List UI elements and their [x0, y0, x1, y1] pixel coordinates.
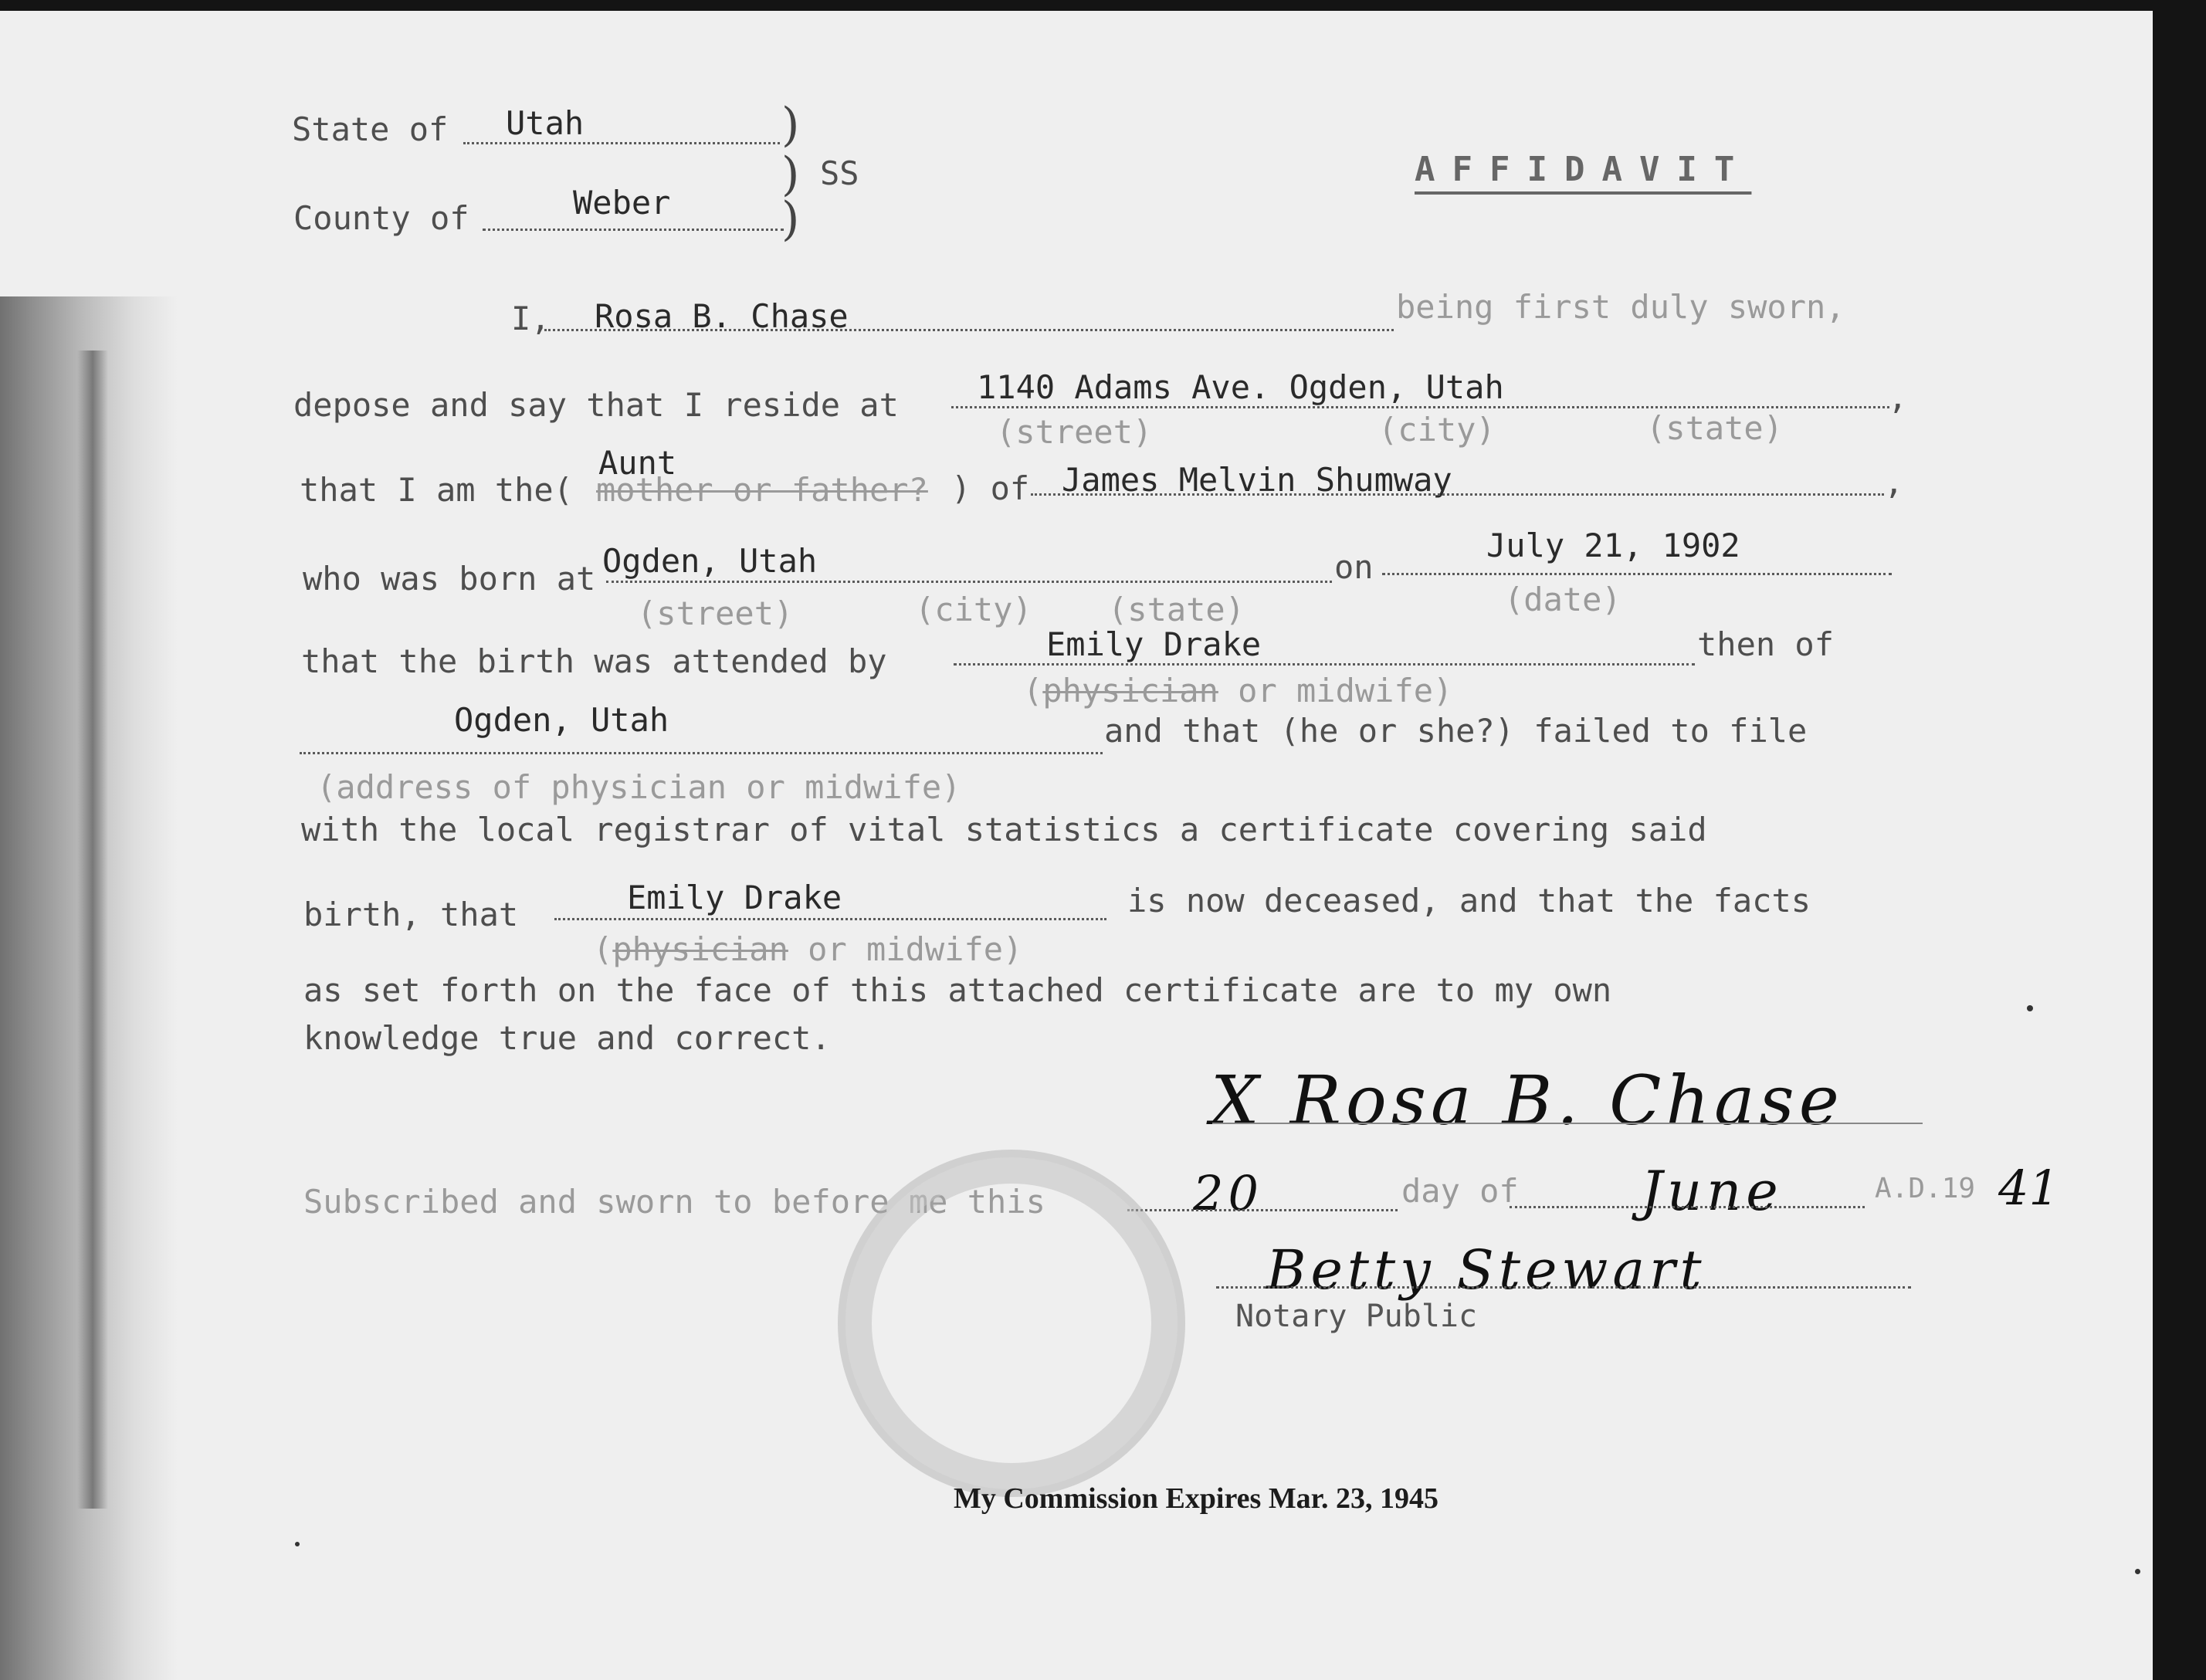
subscribed-text: Subscribed and sworn to before me this	[303, 1183, 1045, 1221]
state-value: Utah	[506, 104, 585, 142]
failed-text: and that (he or she?) failed to file	[1104, 712, 1808, 750]
residence-line	[951, 406, 1889, 408]
on-label: on	[1334, 548, 1374, 586]
deceased-hint	[593, 930, 1023, 968]
born-prefix: who was born at	[303, 560, 596, 598]
ss-label: SS	[820, 154, 859, 192]
state-line	[463, 142, 780, 144]
attendant-hint-struck: physician	[1042, 672, 1218, 710]
deceased-hint-rest: or midwife)	[788, 930, 1023, 968]
affiant-signature: X Rosa B. Chase	[1211, 1061, 1844, 1140]
attendant-hint-rest: or midwife)	[1218, 672, 1453, 710]
county-label: County of	[293, 199, 469, 237]
attendant-hint-open: (	[1023, 672, 1043, 710]
county-value: Weber	[573, 184, 671, 222]
relation-prefix: that I am the(	[300, 471, 574, 509]
speck-2	[295, 1542, 300, 1546]
notary-label: Notary Public	[1235, 1299, 1478, 1334]
residence-hint-state: (state)	[1646, 409, 1784, 447]
commission-stamp: My Commission Expires Mar. 23, 1945	[954, 1482, 1439, 1515]
notary-signature: Betty Stewart	[1266, 1238, 1706, 1302]
relation-value: Aunt	[598, 444, 677, 482]
birth-place: Ogden, Utah	[602, 542, 818, 580]
attendant-address: Ogden, Utah	[454, 701, 669, 739]
address-line	[300, 752, 1103, 754]
affiant-line	[544, 329, 1394, 331]
i-prefix: I,	[511, 300, 551, 337]
residence-hint-city: (city)	[1378, 411, 1496, 449]
brace-middle: )	[781, 147, 800, 202]
affiant-signature-line	[1212, 1123, 1923, 1124]
birth-hint-city: (city)	[915, 591, 1032, 628]
facts-line-2: knowledge true and correct.	[303, 1019, 831, 1057]
residence-comma: ,	[1888, 378, 1908, 416]
jurat-year: 41	[1998, 1160, 2059, 1216]
attended-prefix: that the birth was attended by	[301, 642, 887, 680]
date-hint: (date)	[1504, 581, 1621, 618]
child-line	[1031, 493, 1884, 496]
child-comma: ,	[1884, 463, 1904, 501]
deceased-name: Emily Drake	[627, 879, 842, 916]
brace-top: )	[781, 98, 800, 152]
registrar-text: with the local registrar of vital statistics a certificate covering said	[301, 811, 1707, 848]
facts-line-1: as set forth on the face of this attached certificate are to my own	[303, 971, 1612, 1009]
residence-hint-street: (street)	[996, 413, 1153, 451]
water-stain-streak	[77, 351, 108, 1509]
then-of: then of	[1697, 625, 1835, 663]
birth-place-line	[606, 581, 1332, 583]
jurat-day-line	[1127, 1209, 1398, 1211]
birth-hint-street: (street)	[637, 594, 794, 632]
jurat-day-of: day of	[1401, 1172, 1519, 1210]
attendant-hint	[1023, 672, 1453, 710]
notary-signature-line	[1216, 1286, 1911, 1289]
state-label: State of	[292, 110, 449, 148]
relation-suffix: ) of	[951, 469, 1030, 507]
birth-date-line	[1382, 573, 1892, 575]
deceased-hint-open: (	[593, 930, 613, 968]
speck-3	[2135, 1569, 2140, 1574]
affidavit-page	[0, 11, 2153, 1680]
relation-struck: mother or father?	[596, 471, 928, 509]
notary-seal	[838, 1150, 1185, 1497]
birth-hint-state: (state)	[1108, 591, 1245, 628]
jurat-month: June	[1641, 1160, 1783, 1223]
deceased-text: is now deceased, and that the facts	[1127, 882, 1811, 920]
residence-value: 1140 Adams Ave. Ogden, Utah	[977, 368, 1504, 406]
document-title: AFFIDAVIT	[1415, 150, 1752, 189]
child-name: James Melvin Shumway	[1062, 461, 1452, 499]
birth-date: July 21, 1902	[1486, 527, 1740, 564]
attendant-name: Emily Drake	[1046, 625, 1262, 663]
jurat-ad: A.D.19	[1875, 1173, 1976, 1204]
address-hint: (address of physician or midwife)	[317, 768, 961, 806]
attendant-line	[954, 663, 1695, 666]
brace-bottom: )	[781, 192, 800, 246]
affiant-name: Rosa B. Chase	[595, 297, 849, 335]
county-line	[483, 229, 784, 231]
depose-text: depose and say that I reside at	[293, 386, 899, 424]
jurat-month-line	[1510, 1206, 1865, 1208]
deceased-line	[554, 918, 1106, 920]
sworn-text: being first duly sworn,	[1396, 288, 1845, 326]
deceased-prefix: birth, that	[303, 896, 519, 933]
speck	[2027, 1005, 2033, 1011]
deceased-hint-struck: physician	[612, 930, 788, 968]
jurat-day: 20	[1193, 1165, 1263, 1221]
